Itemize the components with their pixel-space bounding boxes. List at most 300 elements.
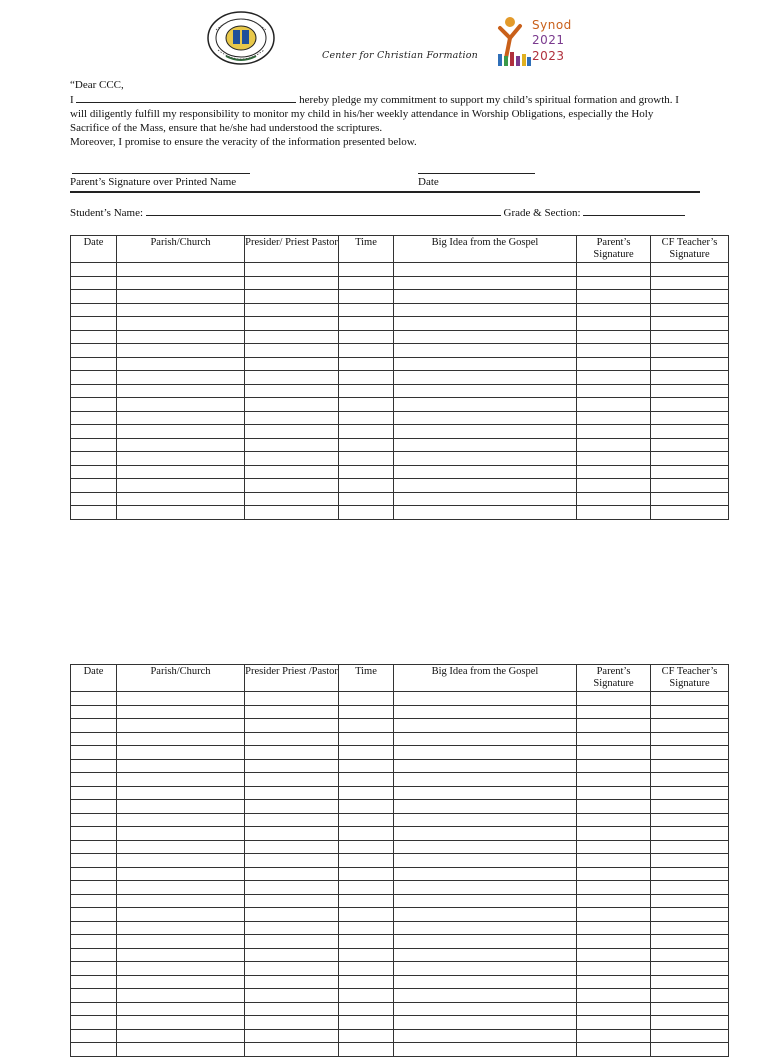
parish-cell[interactable] [117, 908, 245, 922]
date-cell[interactable] [71, 506, 117, 520]
big-idea-cell[interactable] [394, 290, 577, 304]
date-cell[interactable] [71, 411, 117, 425]
teacher-signature-cell[interactable] [651, 357, 729, 371]
presider-cell[interactable] [245, 773, 339, 787]
parent-signature-cell[interactable] [577, 746, 651, 760]
presider-cell[interactable] [245, 705, 339, 719]
big-idea-cell[interactable] [394, 263, 577, 277]
time-cell[interactable] [339, 719, 394, 733]
parish-cell[interactable] [117, 492, 245, 506]
date-cell[interactable] [71, 344, 117, 358]
presider-cell[interactable] [245, 317, 339, 331]
time-cell[interactable] [339, 827, 394, 841]
presider-cell[interactable] [245, 1016, 339, 1030]
big-idea-cell[interactable] [394, 948, 577, 962]
parish-cell[interactable] [117, 452, 245, 466]
date-cell[interactable] [71, 438, 117, 452]
time-cell[interactable] [339, 398, 394, 412]
parent-signature-cell[interactable] [577, 263, 651, 277]
time-cell[interactable] [339, 948, 394, 962]
time-cell[interactable] [339, 881, 394, 895]
date-cell[interactable] [71, 330, 117, 344]
big-idea-cell[interactable] [394, 989, 577, 1003]
parent-signature-cell[interactable] [577, 452, 651, 466]
parish-cell[interactable] [117, 800, 245, 814]
time-cell[interactable] [339, 854, 394, 868]
big-idea-cell[interactable] [394, 935, 577, 949]
teacher-signature-cell[interactable] [651, 840, 729, 854]
teacher-signature-cell[interactable] [651, 719, 729, 733]
presider-cell[interactable] [245, 948, 339, 962]
parent-signature-cell[interactable] [577, 276, 651, 290]
big-idea-cell[interactable] [394, 398, 577, 412]
big-idea-cell[interactable] [394, 867, 577, 881]
parent-signature-cell[interactable] [577, 962, 651, 976]
teacher-signature-cell[interactable] [651, 894, 729, 908]
date-cell[interactable] [71, 290, 117, 304]
time-cell[interactable] [339, 425, 394, 439]
teacher-signature-cell[interactable] [651, 1002, 729, 1016]
time-cell[interactable] [339, 705, 394, 719]
date-cell[interactable] [71, 263, 117, 277]
presider-cell[interactable] [245, 813, 339, 827]
presider-cell[interactable] [245, 344, 339, 358]
big-idea-cell[interactable] [394, 438, 577, 452]
presider-cell[interactable] [245, 438, 339, 452]
date-cell[interactable] [71, 800, 117, 814]
date-cell[interactable] [71, 867, 117, 881]
date-cell[interactable] [71, 732, 117, 746]
presider-cell[interactable] [245, 827, 339, 841]
teacher-signature-cell[interactable] [651, 438, 729, 452]
big-idea-cell[interactable] [394, 746, 577, 760]
parish-cell[interactable] [117, 465, 245, 479]
parent-signature-cell[interactable] [577, 411, 651, 425]
parish-cell[interactable] [117, 303, 245, 317]
big-idea-cell[interactable] [394, 800, 577, 814]
parent-signature-cell[interactable] [577, 1002, 651, 1016]
presider-cell[interactable] [245, 840, 339, 854]
big-idea-cell[interactable] [394, 975, 577, 989]
date-cell[interactable] [71, 398, 117, 412]
date-cell[interactable] [71, 840, 117, 854]
time-cell[interactable] [339, 1043, 394, 1057]
presider-cell[interactable] [245, 692, 339, 706]
teacher-signature-cell[interactable] [651, 948, 729, 962]
parish-cell[interactable] [117, 411, 245, 425]
time-cell[interactable] [339, 263, 394, 277]
time-cell[interactable] [339, 411, 394, 425]
parent-name-blank[interactable] [76, 92, 296, 103]
big-idea-cell[interactable] [394, 1043, 577, 1057]
date-cell[interactable] [71, 492, 117, 506]
big-idea-cell[interactable] [394, 854, 577, 868]
parent-signature-cell[interactable] [577, 773, 651, 787]
parish-cell[interactable] [117, 773, 245, 787]
teacher-signature-cell[interactable] [651, 371, 729, 385]
parish-cell[interactable] [117, 786, 245, 800]
parish-cell[interactable] [117, 732, 245, 746]
parent-signature-cell[interactable] [577, 1016, 651, 1030]
time-cell[interactable] [339, 330, 394, 344]
teacher-signature-cell[interactable] [651, 303, 729, 317]
parent-signature-cell[interactable] [577, 479, 651, 493]
parent-signature-cell[interactable] [577, 492, 651, 506]
date-cell[interactable] [71, 854, 117, 868]
presider-cell[interactable] [245, 867, 339, 881]
teacher-signature-cell[interactable] [651, 276, 729, 290]
presider-cell[interactable] [245, 452, 339, 466]
parent-signature-cell[interactable] [577, 759, 651, 773]
big-idea-cell[interactable] [394, 962, 577, 976]
big-idea-cell[interactable] [394, 732, 577, 746]
parish-cell[interactable] [117, 384, 245, 398]
big-idea-cell[interactable] [394, 276, 577, 290]
parish-cell[interactable] [117, 371, 245, 385]
parent-signature-cell[interactable] [577, 1043, 651, 1057]
date-cell[interactable] [71, 1029, 117, 1043]
time-cell[interactable] [339, 303, 394, 317]
big-idea-cell[interactable] [394, 371, 577, 385]
teacher-signature-cell[interactable] [651, 425, 729, 439]
parent-signature-cell[interactable] [577, 357, 651, 371]
parish-cell[interactable] [117, 975, 245, 989]
date-cell[interactable] [71, 1016, 117, 1030]
presider-cell[interactable] [245, 357, 339, 371]
big-idea-cell[interactable] [394, 840, 577, 854]
parent-signature-cell[interactable] [577, 330, 651, 344]
parent-signature-cell[interactable] [577, 732, 651, 746]
big-idea-cell[interactable] [394, 908, 577, 922]
big-idea-cell[interactable] [394, 492, 577, 506]
parish-cell[interactable] [117, 276, 245, 290]
teacher-signature-cell[interactable] [651, 786, 729, 800]
big-idea-cell[interactable] [394, 479, 577, 493]
presider-cell[interactable] [245, 800, 339, 814]
teacher-signature-cell[interactable] [651, 344, 729, 358]
date-cell[interactable] [71, 948, 117, 962]
big-idea-cell[interactable] [394, 692, 577, 706]
date-cell[interactable] [71, 317, 117, 331]
teacher-signature-cell[interactable] [651, 962, 729, 976]
date-cell[interactable] [71, 746, 117, 760]
teacher-signature-cell[interactable] [651, 975, 729, 989]
date-cell[interactable] [71, 827, 117, 841]
date-cell[interactable] [71, 975, 117, 989]
parish-cell[interactable] [117, 1043, 245, 1057]
parent-signature-cell[interactable] [577, 813, 651, 827]
time-cell[interactable] [339, 438, 394, 452]
presider-cell[interactable] [245, 398, 339, 412]
date-cell[interactable] [71, 719, 117, 733]
big-idea-cell[interactable] [394, 411, 577, 425]
presider-cell[interactable] [245, 759, 339, 773]
parish-cell[interactable] [117, 962, 245, 976]
parish-cell[interactable] [117, 290, 245, 304]
presider-cell[interactable] [245, 786, 339, 800]
parent-signature-line[interactable] [72, 173, 250, 174]
date-cell[interactable] [71, 705, 117, 719]
parent-signature-cell[interactable] [577, 827, 651, 841]
parent-signature-cell[interactable] [577, 894, 651, 908]
time-cell[interactable] [339, 276, 394, 290]
big-idea-cell[interactable] [394, 1029, 577, 1043]
big-idea-cell[interactable] [394, 705, 577, 719]
time-cell[interactable] [339, 1016, 394, 1030]
parish-cell[interactable] [117, 1029, 245, 1043]
parent-signature-cell[interactable] [577, 1029, 651, 1043]
time-cell[interactable] [339, 290, 394, 304]
teacher-signature-cell[interactable] [651, 705, 729, 719]
presider-cell[interactable] [245, 276, 339, 290]
parish-cell[interactable] [117, 921, 245, 935]
teacher-signature-cell[interactable] [651, 746, 729, 760]
teacher-signature-cell[interactable] [651, 732, 729, 746]
teacher-signature-cell[interactable] [651, 759, 729, 773]
big-idea-cell[interactable] [394, 894, 577, 908]
time-cell[interactable] [339, 962, 394, 976]
parish-cell[interactable] [117, 759, 245, 773]
big-idea-cell[interactable] [394, 384, 577, 398]
teacher-signature-cell[interactable] [651, 813, 729, 827]
time-cell[interactable] [339, 384, 394, 398]
teacher-signature-cell[interactable] [651, 452, 729, 466]
date-cell[interactable] [71, 989, 117, 1003]
parish-cell[interactable] [117, 746, 245, 760]
presider-cell[interactable] [245, 1043, 339, 1057]
date-cell[interactable] [71, 276, 117, 290]
date-cell[interactable] [71, 962, 117, 976]
parent-signature-cell[interactable] [577, 786, 651, 800]
time-cell[interactable] [339, 317, 394, 331]
teacher-signature-cell[interactable] [651, 506, 729, 520]
presider-cell[interactable] [245, 921, 339, 935]
parent-signature-cell[interactable] [577, 948, 651, 962]
date-cell[interactable] [71, 908, 117, 922]
presider-cell[interactable] [245, 894, 339, 908]
parent-signature-cell[interactable] [577, 881, 651, 895]
parent-signature-cell[interactable] [577, 975, 651, 989]
date-line[interactable] [418, 173, 535, 174]
big-idea-cell[interactable] [394, 827, 577, 841]
parish-cell[interactable] [117, 692, 245, 706]
parent-signature-cell[interactable] [577, 344, 651, 358]
parish-cell[interactable] [117, 506, 245, 520]
big-idea-cell[interactable] [394, 719, 577, 733]
big-idea-cell[interactable] [394, 425, 577, 439]
teacher-signature-cell[interactable] [651, 411, 729, 425]
presider-cell[interactable] [245, 908, 339, 922]
date-cell[interactable] [71, 894, 117, 908]
teacher-signature-cell[interactable] [651, 854, 729, 868]
presider-cell[interactable] [245, 411, 339, 425]
teacher-signature-cell[interactable] [651, 881, 729, 895]
big-idea-cell[interactable] [394, 303, 577, 317]
student-name-field[interactable] [146, 206, 501, 216]
date-cell[interactable] [71, 921, 117, 935]
time-cell[interactable] [339, 921, 394, 935]
big-idea-cell[interactable] [394, 813, 577, 827]
parish-cell[interactable] [117, 989, 245, 1003]
date-cell[interactable] [71, 452, 117, 466]
teacher-signature-cell[interactable] [651, 384, 729, 398]
presider-cell[interactable] [245, 1002, 339, 1016]
time-cell[interactable] [339, 465, 394, 479]
big-idea-cell[interactable] [394, 506, 577, 520]
teacher-signature-cell[interactable] [651, 330, 729, 344]
date-cell[interactable] [71, 479, 117, 493]
time-cell[interactable] [339, 813, 394, 827]
parish-cell[interactable] [117, 438, 245, 452]
parish-cell[interactable] [117, 854, 245, 868]
big-idea-cell[interactable] [394, 921, 577, 935]
big-idea-cell[interactable] [394, 452, 577, 466]
parent-signature-cell[interactable] [577, 840, 651, 854]
date-cell[interactable] [71, 357, 117, 371]
big-idea-cell[interactable] [394, 759, 577, 773]
presider-cell[interactable] [245, 384, 339, 398]
parish-cell[interactable] [117, 398, 245, 412]
time-cell[interactable] [339, 773, 394, 787]
presider-cell[interactable] [245, 881, 339, 895]
parish-cell[interactable] [117, 948, 245, 962]
time-cell[interactable] [339, 492, 394, 506]
parish-cell[interactable] [117, 1002, 245, 1016]
parent-signature-cell[interactable] [577, 290, 651, 304]
parent-signature-cell[interactable] [577, 398, 651, 412]
presider-cell[interactable] [245, 732, 339, 746]
teacher-signature-cell[interactable] [651, 1029, 729, 1043]
presider-cell[interactable] [245, 303, 339, 317]
teacher-signature-cell[interactable] [651, 317, 729, 331]
presider-cell[interactable] [245, 975, 339, 989]
teacher-signature-cell[interactable] [651, 867, 729, 881]
big-idea-cell[interactable] [394, 773, 577, 787]
parent-signature-cell[interactable] [577, 989, 651, 1003]
time-cell[interactable] [339, 746, 394, 760]
date-cell[interactable] [71, 759, 117, 773]
parish-cell[interactable] [117, 705, 245, 719]
parent-signature-cell[interactable] [577, 465, 651, 479]
presider-cell[interactable] [245, 962, 339, 976]
parish-cell[interactable] [117, 330, 245, 344]
parish-cell[interactable] [117, 813, 245, 827]
presider-cell[interactable] [245, 506, 339, 520]
parent-signature-cell[interactable] [577, 371, 651, 385]
time-cell[interactable] [339, 800, 394, 814]
time-cell[interactable] [339, 908, 394, 922]
date-cell[interactable] [71, 371, 117, 385]
big-idea-cell[interactable] [394, 1016, 577, 1030]
teacher-signature-cell[interactable] [651, 398, 729, 412]
big-idea-cell[interactable] [394, 344, 577, 358]
parent-signature-cell[interactable] [577, 921, 651, 935]
big-idea-cell[interactable] [394, 357, 577, 371]
parent-signature-cell[interactable] [577, 935, 651, 949]
parent-signature-cell[interactable] [577, 854, 651, 868]
parent-signature-cell[interactable] [577, 384, 651, 398]
presider-cell[interactable] [245, 290, 339, 304]
teacher-signature-cell[interactable] [651, 692, 729, 706]
big-idea-cell[interactable] [394, 1002, 577, 1016]
teacher-signature-cell[interactable] [651, 921, 729, 935]
time-cell[interactable] [339, 692, 394, 706]
presider-cell[interactable] [245, 465, 339, 479]
parish-cell[interactable] [117, 344, 245, 358]
teacher-signature-cell[interactable] [651, 827, 729, 841]
parent-signature-cell[interactable] [577, 438, 651, 452]
teacher-signature-cell[interactable] [651, 1016, 729, 1030]
parish-cell[interactable] [117, 935, 245, 949]
parent-signature-cell[interactable] [577, 719, 651, 733]
parish-cell[interactable] [117, 719, 245, 733]
presider-cell[interactable] [245, 492, 339, 506]
date-cell[interactable] [71, 692, 117, 706]
parent-signature-cell[interactable] [577, 692, 651, 706]
parish-cell[interactable] [117, 867, 245, 881]
parish-cell[interactable] [117, 840, 245, 854]
teacher-signature-cell[interactable] [651, 989, 729, 1003]
parish-cell[interactable] [117, 479, 245, 493]
date-cell[interactable] [71, 1043, 117, 1057]
date-cell[interactable] [71, 425, 117, 439]
date-cell[interactable] [71, 465, 117, 479]
big-idea-cell[interactable] [394, 330, 577, 344]
date-cell[interactable] [71, 786, 117, 800]
parent-signature-cell[interactable] [577, 317, 651, 331]
teacher-signature-cell[interactable] [651, 465, 729, 479]
date-cell[interactable] [71, 813, 117, 827]
teacher-signature-cell[interactable] [651, 263, 729, 277]
parent-signature-cell[interactable] [577, 303, 651, 317]
parent-signature-cell[interactable] [577, 800, 651, 814]
presider-cell[interactable] [245, 746, 339, 760]
date-cell[interactable] [71, 1002, 117, 1016]
time-cell[interactable] [339, 975, 394, 989]
parish-cell[interactable] [117, 827, 245, 841]
time-cell[interactable] [339, 840, 394, 854]
presider-cell[interactable] [245, 719, 339, 733]
time-cell[interactable] [339, 894, 394, 908]
time-cell[interactable] [339, 867, 394, 881]
teacher-signature-cell[interactable] [651, 479, 729, 493]
date-cell[interactable] [71, 881, 117, 895]
presider-cell[interactable] [245, 989, 339, 1003]
date-cell[interactable] [71, 935, 117, 949]
parent-signature-cell[interactable] [577, 908, 651, 922]
presider-cell[interactable] [245, 854, 339, 868]
parish-cell[interactable] [117, 894, 245, 908]
time-cell[interactable] [339, 479, 394, 493]
parish-cell[interactable] [117, 317, 245, 331]
date-cell[interactable] [71, 303, 117, 317]
time-cell[interactable] [339, 357, 394, 371]
teacher-signature-cell[interactable] [651, 492, 729, 506]
parish-cell[interactable] [117, 1016, 245, 1030]
presider-cell[interactable] [245, 479, 339, 493]
time-cell[interactable] [339, 989, 394, 1003]
presider-cell[interactable] [245, 371, 339, 385]
parish-cell[interactable] [117, 881, 245, 895]
parent-signature-cell[interactable] [577, 506, 651, 520]
date-cell[interactable] [71, 384, 117, 398]
teacher-signature-cell[interactable] [651, 908, 729, 922]
parent-signature-cell[interactable] [577, 867, 651, 881]
parent-signature-cell[interactable] [577, 425, 651, 439]
grade-section-field[interactable] [583, 206, 685, 216]
presider-cell[interactable] [245, 330, 339, 344]
time-cell[interactable] [339, 935, 394, 949]
